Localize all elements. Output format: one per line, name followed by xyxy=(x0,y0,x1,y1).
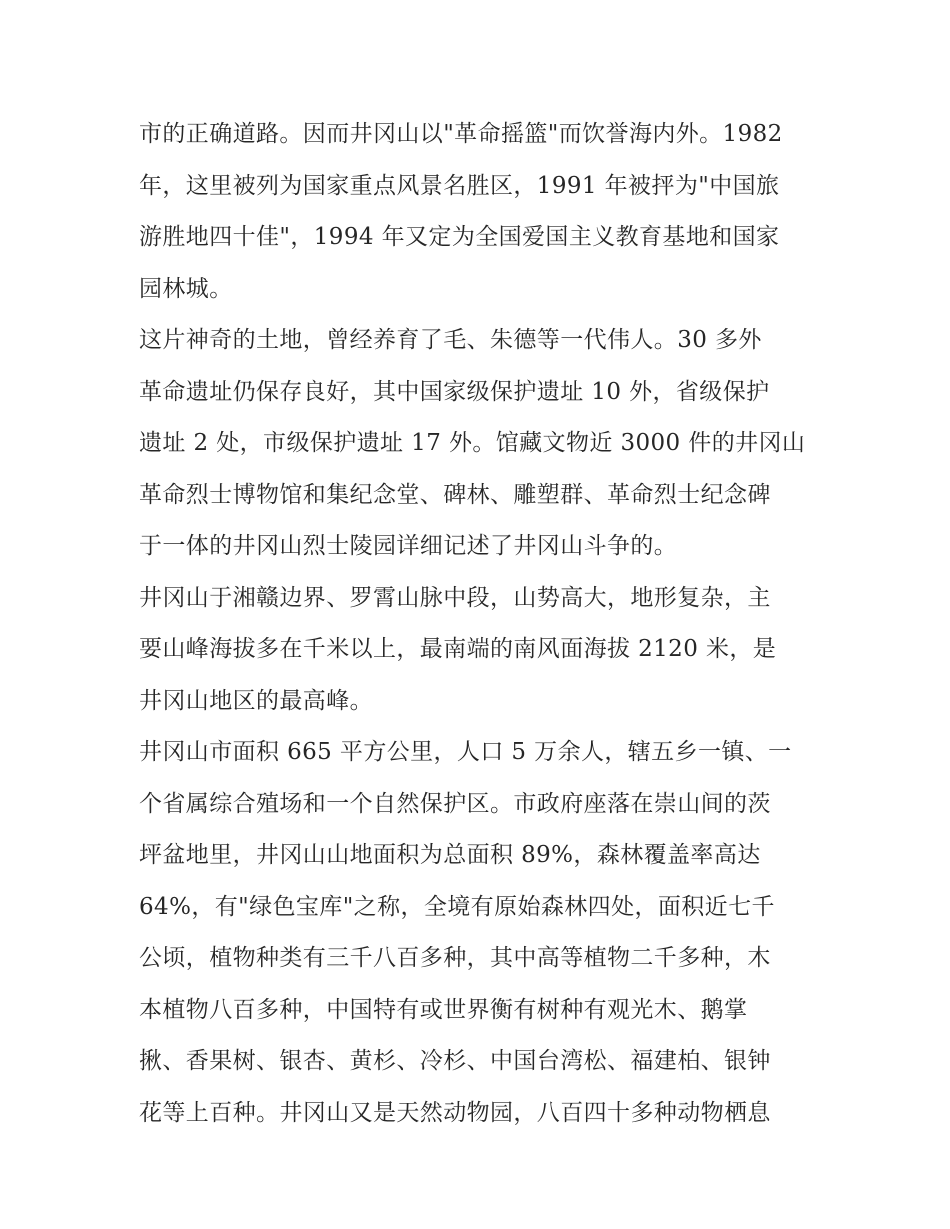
paragraph-3 xyxy=(139,573,819,728)
text-line: 64%，有"绿色宝库"之称，全境有原始森林四处，面积近七千 xyxy=(139,893,775,920)
text-line: 这片神奇的土地，曾经养育了毛、朱德等一代伟人。30 多外 xyxy=(139,327,762,353)
text-line: 个省属综合殖场和一个自然保护区。市政府座落在崇山间的茨 xyxy=(139,790,771,817)
text-line: 年，这里被列为国家重点风景名胜区，1991 年被抨为"中国旅 xyxy=(139,172,780,199)
body-text xyxy=(139,109,819,1139)
text-line: 要山峰海拔多在千米以上，最南端的南风面海拔 2120 米，是 xyxy=(139,636,777,662)
text-line: 公顷，植物种类有三千八百多种，其中高等植物二千多种，木 xyxy=(139,945,771,971)
paragraph-2 xyxy=(139,315,819,573)
text-line: 遗址 2 处，市级保护遗址 17 外。馆藏文物近 3000 件的井冈山 xyxy=(139,430,806,456)
text-line: 揪、香果树、银杏、黄杉、冷杉、中国台湾松、福建柏、银钟 xyxy=(139,1048,771,1074)
text-line: 园林城。 xyxy=(139,275,233,302)
paragraph-4 xyxy=(139,727,819,1139)
text-line: 井冈山地区的最高峰。 xyxy=(139,687,373,714)
text-line: 市的正确道路。因而井冈山以"革命摇篮"而饮誉海内外。1982 xyxy=(139,121,783,147)
text-line: 坪盆地里，井冈山山地面积为总面积 89%，森林覆盖率高达 xyxy=(139,842,761,868)
text-line: 本植物八百多种，中国特有或世界衡有树种有观光木、鹅掌 xyxy=(139,996,748,1023)
text-line: 井冈山市面积 665 平方公里，人口 5 万余人，辖五乡一镇、一 xyxy=(139,739,792,765)
text-line: 花等上百种。井冈山又是天然动物园，八百四十多种动物栖息 xyxy=(139,1099,771,1126)
text-line: 革命烈士博物馆和集纪念堂、碑林、雕塑群、革命烈士纪念碑 xyxy=(139,481,771,508)
paragraph-1 xyxy=(139,109,819,315)
text-line: 游胜地四十佳"，1994 年又定为全国爱国主义教育基地和国家 xyxy=(139,224,780,250)
text-line: 革命遗址仍保存良好，其中国家级保护遗址 10 外，省级保护 xyxy=(139,378,770,405)
text-line: 井冈山于湘赣边界、罗霄山脉中段，山势高大，地形复杂，主 xyxy=(139,584,771,611)
text-line: 于一体的井冈山烈士陵园详细记述了井冈山斗争的。 xyxy=(139,533,678,559)
